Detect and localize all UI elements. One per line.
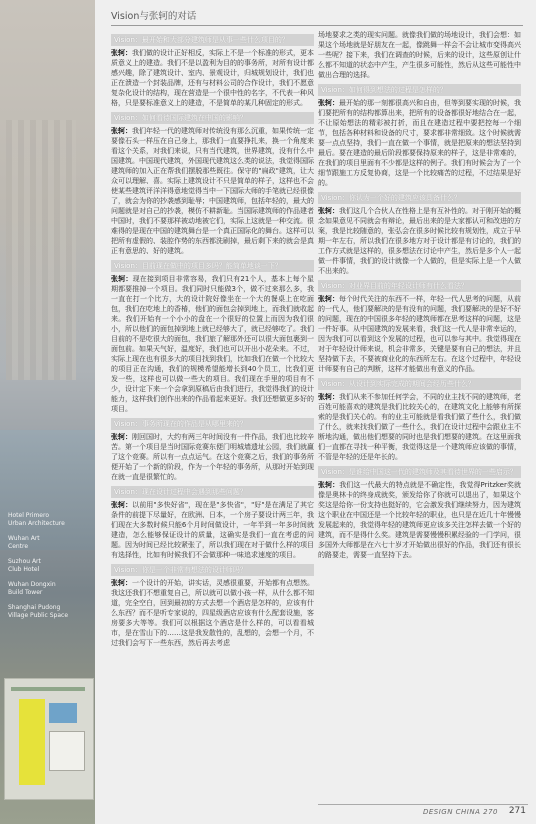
right-column bbox=[318, 30, 521, 800]
speaker-label: 张轲： bbox=[111, 433, 132, 441]
header-divider bbox=[111, 25, 523, 26]
speaker-label: 张轲： bbox=[318, 481, 340, 489]
magazine-name: DESIGN CHINA 270 bbox=[422, 808, 498, 816]
answer-paragraph bbox=[111, 274, 314, 414]
answer-text: 我们这一代最大的特点就是不确定性，我觉得Pritzker奖就像是奥林卡的终身成就奖，颁发给你了你就可以退出了，如果这个奖这是给你一份支持也挺好的，它会激发我们继续努力，因为建筑这个职业在中国还是一个比较年轻的职业，也只是在近几十年慢慢发展起来的，我觉得年轻的建筑师更应该多关注怎样去做一个好的建筑，而不是得什么奖。建筑是需要慢慢积累经验的一门学问，很多国外大师都是在六七十岁才开始做出很好的作品，我们还有很长的路要走，需要一直坚持下去。 bbox=[318, 481, 521, 559]
speaker-label: 张轲： bbox=[111, 579, 132, 587]
left-column bbox=[111, 30, 314, 800]
question-heading: Vision：你是一个非常有想法的设计师吗？ bbox=[111, 564, 314, 576]
answer-paragraph bbox=[318, 30, 521, 80]
caption-4: Wuhan Dongxin Build Tower bbox=[8, 581, 56, 596]
question-heading: Vision：现在设计过程中会遇到那些问题？ bbox=[111, 486, 314, 498]
page-number: 271 bbox=[508, 806, 526, 816]
speaker-label: 张轲： bbox=[111, 49, 132, 57]
answer-paragraph bbox=[111, 432, 314, 482]
answer-text: 我们年轻一代的建筑师对传统没有那么沉重，如果传统一定要像石头一样压在自己身上，那我们一直要挣扎来，换一个角度来看这个关系，对我们来说，只有当代建筑，世界建筑，没有什么中国建筑。中国现代建筑，外国现代建筑这么类的说法，我觉得国际建筑师的加入正在帮我们摆脱那些既往。保守的"扁政"建筑，让大众可以理解、喜。实际上建筑设计不只是简单的样子，这样也不会使某些建筑评洋洋得意地觉得当中一下国际大师的手笔就已经很像了，就会为你的抄袭感到耻辱；中国建筑师，包括年轻的，最大的问题就是对自己的抄袭，模仿不耕新耻。当国际建筑师的作品建者中国时，我们不要那样被动地被它们，实际上这就是一种交流。很难得的是现在中国的建筑舞台是一个真正国际化的舞台。这样可以把所有虚假的、装腔作势的东西都洗刷掉，最后剩下来的就会是真正有意思的、好的建筑。 bbox=[111, 127, 314, 255]
speaker-label: 张轲： bbox=[111, 501, 133, 509]
answer-text: 一个设计的开始，讲实话，灵感很重要，开始都有点想然。我这还我们不想重复自己，所以就可以做小孩一样，从什么都不知道，完全空白，回到最初的方式去想一个酒店是怎样的，应该有什么东西？而不是听专家说的，四星级酒店应该有什么配套设施，客房要多大等等。我们可以根据这个酒店是什么样的，可以看看城市，是在雪山下的……这是我发散性的，乱想的，会想一个月，不过我们会写下一些东西，然后再去考虑 bbox=[111, 579, 314, 647]
answer-paragraph bbox=[111, 578, 314, 648]
photo-captions bbox=[8, 512, 90, 627]
answer-paragraph bbox=[318, 392, 521, 462]
page-footer bbox=[318, 806, 528, 820]
answer-paragraph bbox=[111, 48, 314, 108]
speaker-label: 张轲： bbox=[111, 275, 133, 283]
page-header bbox=[97, 6, 529, 26]
answer-paragraph bbox=[111, 126, 314, 256]
answer-text: 场地要求之类的现实问题。就像我们做的场地设计，我们会想：如果这个场地就是好朋友在一起，像跳舞一样会不会让城市变得高兴一些呢？接下来，我们在调查的时候，后来的设计，这些原创让什么都不知道的状态中产生，产生很多可能性，然后从这些可能性中做出合理的选择。 bbox=[318, 31, 521, 79]
speaker-label: 张轲： bbox=[318, 207, 339, 215]
page-title: Vision与张轲的对话 bbox=[111, 11, 197, 22]
speaker-label: 张轲： bbox=[111, 127, 132, 135]
answer-text: 我们从来不参加任何学会，不同的业主找不同的建筑师，老百姓可能喜欢的建筑是我们比较关心的，在建筑文化上能够有所探索的是我们关心的。有的业主可能就是看我们做了些什么，我们做了什么，就来找我们做了一些什么，我们在设计过程中会跟业主不断地沟通，做出他们想要的同时也是我们想要的建筑。在这里面我们一直都在寻找一种平衡，我觉得这是一个建筑师应该做的事情，不管是年轻的还是年长的。 bbox=[318, 393, 521, 461]
question-heading: Vision：你认为一个好的建筑应该具备什么？ bbox=[318, 192, 521, 204]
answer-paragraph bbox=[318, 480, 521, 560]
question-heading: Vision：是谁给中国这一代的建筑师及其看待世界的一些启示？ bbox=[318, 466, 521, 478]
question-heading: Vision：目前现在做中的项目多吗？能简单地谈一下？ bbox=[111, 260, 314, 272]
caption-1: Hotel Primero Urban Architecture bbox=[8, 512, 65, 527]
caption-2: Wuhan Art Centre bbox=[8, 535, 40, 550]
answer-text: 最开始的那一刻都很高兴和自由，但等到要实现的时候，我们要把所有的结构都算出来，把所有的设备都很好地结合在一起，不让原始想法的精彩被打折，而且在建造过程中要把控每一个细节，包括各种材料和设备的尺寸，要求都非常细致。这个时候就需要一点点坚持，我们一直在做一个事情，就是把原来的想法坚持到最后。要在建造的最后阶段都要保持原来的样子，这是非常难的，在我们的项目里面有不少都是这样的例子。我们有时候会为了一个细节跟施工方反复协商，这是一个比较痛苦的过程，不过结果是好的。 bbox=[318, 99, 521, 187]
question-heading: Vision：如何看待国际建筑在中国的影响？ bbox=[111, 112, 314, 124]
answer-paragraph bbox=[318, 206, 521, 276]
caption-5: Shanghai Pudong Village Public Space bbox=[8, 604, 69, 619]
answer-text: 现在接到项目非常容易，我们只有21个人，基本上每个星期都要推掉一个项目。我们同时只能做3个，做不过来那么多，我一直在打一个比方，大的设计院好像坐在一个大的餐桌上在吃面包，我们在吃地上的香椿，他们的面包会掉到地上，而我们就收起来。我们开始有一个小小的盘在一个很好的位置上而因为我们很小，所以他们的面包掉到地上就已经够大了，就已经够吃了。我们目前的不是吃很大的面包，我们旅了解那外还可以很大面包裹到一面包前。如果天气好，温度好，我们也可以开出小花朵来。不过，实际上现在也有很多大的项目找到我们，比如我们在做一个比较大的项目正在沟通，我们的规模希望能增长到40个员工，比我们更发一些，这样也可以做一些大的项目。我们现在手里的项目有不少，设计定下来一个会拿到原稿后由我们进行，我觉得我们的设计能力，这样我们创作出来的作品看起来更好。我们还想做更多好的项目。 bbox=[111, 275, 314, 413]
answer-text: 以前用"多快好省"，现在是"多快省"，"好"是在满足了其它条件的前提下尽量好，在欧洲、日本，一个房子要设计两三年，我们现在大多数时候只能6个月时间做设计，一年半到一年多时间就建造，怎么能够保证设计的质量，这确实是我们一直在考虑的问题。因为时间已经比较紧张了，所以我们现在对于做什么样的项目有选择性，比如有时候我们不会做那种一味追求速度的项目。 bbox=[111, 501, 314, 559]
speaker-label: 张轲： bbox=[318, 99, 339, 107]
speaker-label: 张轲： bbox=[318, 393, 339, 401]
answer-text: 我们做的设计正好相反，实际上不是一个标准的形式，更本质意义上的建造。我们不是以盈利为目的的事务所，对所有设计都感兴趣，除了建筑设计、室内、景观设计，归城规划设计，我们也正在溃造一个封装品牌，还有与材料公司的合作设计，我们不愿意复杂化设计的结构，现在营造是一个很中性的名字，不代表一种风格，只是要标准意义上的建造，不是简单的某几种固定的形式。 bbox=[111, 49, 314, 107]
answer-text: 我们这几个合伙人在性格上是有互补性的。对于刚开始的概念如果意见不同就会有辩论，最后出来的是大家都认可和改进的方案，我是比较随意的，张弘会在很多时候比较有规划性，成立于早期一年左右，所以我们在很多地方对于设计都是有讨论的，我们的工作方式就是这样的，很多想法在讨论中产生，然后是多个人一起做一件事情，我们的设计就像一个人做的，但是实际上是一个人做不出来的。 bbox=[318, 207, 521, 275]
question-heading: Vision：如何得到想法的过程是怎样的？ bbox=[318, 84, 521, 96]
answer-text: 刚回国时，大约有两三年时间没有一件作品，我们也比较辛苦。第一个项目是当时国际竞赛东便门明城墙遗址公园，我们就赢了这个竞赛。所以有一点点运气。在这个竞赛之后，我们的事务所便开始了一个新的阶段，作为一个年轻的事务所，从那时开始到现在就一直是很繁忙的。 bbox=[111, 433, 314, 481]
building-photo bbox=[6, 120, 76, 380]
question-heading: Vision：对业界目前的年轻设计师有什么看法？ bbox=[318, 280, 521, 292]
caption-3: Suzhou Art Club Hotel bbox=[8, 558, 41, 573]
answer-paragraph bbox=[111, 500, 314, 560]
question-heading: Vision：从设计到实际完成的期间会经历些什么？ bbox=[318, 378, 521, 390]
answer-paragraph bbox=[318, 294, 521, 374]
question-heading: Vision：事务所现在的作品是从哪里来的？ bbox=[111, 418, 314, 430]
question-heading: Vision：最开始和大部分建筑师是从事一些什么项目的？ bbox=[111, 34, 314, 46]
site-plan-image bbox=[4, 678, 94, 800]
photo-strip bbox=[0, 0, 95, 824]
answer-paragraph bbox=[318, 98, 521, 188]
answer-text: 每个时代关注的东西不一样，年轻一代人思考的问题，从前的一代人，他们要解决的是有没有的问题，我们要解决的是好不好的问题，现在的中国很多年轻的建筑师都在思考这样的问题，这是一件好事。从中国建筑的发展来看，我们这一代人是非常幸运的，因为我们可以看到这个发展的过程，也可以参与其中。我觉得现在对于年轻设计师来说，机会非常多，关键是要有自己的想法，并且坚持做下去，不要被商业化的东西所左右。在这个过程中，年轻设计师要有自己的判断，这样才能做出有意义的作品。 bbox=[318, 295, 521, 373]
speaker-label: 张轲： bbox=[318, 295, 339, 303]
footer-divider bbox=[318, 804, 528, 805]
